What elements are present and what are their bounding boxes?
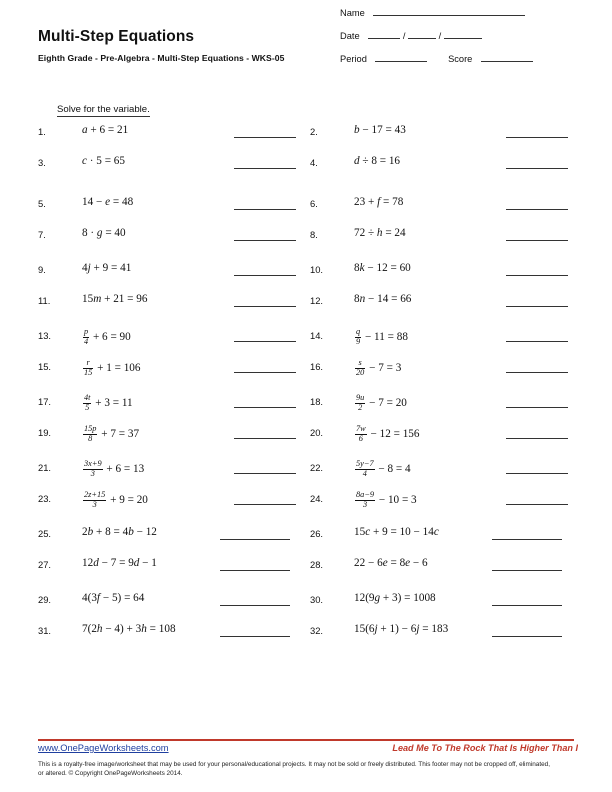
problem-number: 5. <box>38 198 46 209</box>
problem-item <box>38 424 306 453</box>
problem-row <box>38 295 578 321</box>
problem-equation: $\frac{3x+9}{3}$ + 6 = 13 <box>84 459 145 478</box>
problem-number: 13. <box>38 330 52 341</box>
problem-number: 11. <box>38 295 51 306</box>
answer-line[interactable] <box>220 605 290 606</box>
problem-equation: $\frac{9u}{2}$ − 7 = 20 <box>356 393 407 412</box>
problem-item <box>310 594 578 620</box>
problem-number: 8. <box>310 229 318 240</box>
problem-number: 3. <box>38 157 46 168</box>
answer-line[interactable] <box>234 240 296 241</box>
problem-row <box>38 625 578 651</box>
problem-number: 18. <box>310 396 324 407</box>
problem-equation: 14 − e = 48 <box>82 196 134 208</box>
problem-number: 32. <box>310 625 324 636</box>
problem-item <box>38 264 306 290</box>
problem-item <box>38 358 306 387</box>
problem-item <box>38 594 306 620</box>
score-label: Score <box>448 54 473 64</box>
problem-item <box>310 229 578 255</box>
problem-number: 4. <box>310 157 318 168</box>
answer-line[interactable] <box>506 306 568 307</box>
problem-number: 22. <box>310 462 324 473</box>
problem-number: 14. <box>310 330 324 341</box>
answer-line[interactable] <box>234 473 296 474</box>
problem-row <box>38 393 578 422</box>
problem-item <box>310 295 578 321</box>
answer-line[interactable] <box>220 570 290 571</box>
fraction: $\frac{15p}{8}$ <box>84 424 97 443</box>
problem-equation: 12(9g + 3) = 1008 <box>354 592 436 604</box>
answer-line[interactable] <box>234 168 296 169</box>
fraction: $\frac{8a-9}{3}$ <box>356 490 375 509</box>
answer-line[interactable] <box>506 407 568 408</box>
problem-item <box>310 198 578 224</box>
answer-line[interactable] <box>506 473 568 474</box>
problem-equation: $\frac{8a-9}{3}$ − 10 = 3 <box>356 490 417 509</box>
problem-number: 1. <box>38 126 46 137</box>
problem-equation: $\frac{2z+15}{3}$ + 9 = 20 <box>84 490 148 509</box>
problem-number: 28. <box>310 559 324 570</box>
problem-item <box>310 264 578 290</box>
answer-line[interactable] <box>234 209 296 210</box>
problem-number: 12. <box>310 295 324 306</box>
problem-equation: $\frac{q}{9}$ − 11 = 88 <box>356 327 408 346</box>
problem-item <box>310 126 578 152</box>
problem-equation: 7(2h − 4) + 3h = 108 <box>82 623 176 635</box>
problem-item <box>310 528 578 554</box>
footer-divider <box>38 739 574 741</box>
problem-equation: 8k − 12 = 60 <box>354 262 411 274</box>
problem-equation: 22 − 6e = 8e − 6 <box>354 557 428 569</box>
problem-item <box>310 358 578 387</box>
problem-item <box>310 157 578 183</box>
problem-number: 20. <box>310 427 324 438</box>
problem-equation: $\frac{s}{20}$ − 7 = 3 <box>356 358 402 377</box>
problem-row <box>38 528 578 554</box>
fraction: $\frac{7w}{6}$ <box>356 424 366 443</box>
problem-item <box>310 327 578 356</box>
problem-equation: 12d − 7 = 9d − 1 <box>82 557 157 569</box>
problem-item <box>310 424 578 453</box>
problem-item <box>38 528 306 554</box>
problem-equation: 15c + 9 = 10 − 14c <box>354 526 439 538</box>
problem-item <box>38 126 306 152</box>
fraction: $\frac{5y-7}{4}$ <box>356 459 374 478</box>
problem-item <box>38 559 306 585</box>
period-label: Period <box>340 54 367 64</box>
page-subtitle: Eighth Grade - Pre-Algebra - Multi-Step Equations - WKS-05 <box>38 53 285 63</box>
problem-number: 19. <box>38 427 52 438</box>
problem-number: 7. <box>38 229 46 240</box>
problem-item <box>38 198 306 224</box>
footer-fineprint: This is a royalty-free image/worksheet that may be used for your personal/educational projects. It may not be sold or freely distributed. This footer may not be cropped off, eliminated, or altered. © Copyright OnePageWorksheets 2014. <box>38 761 550 778</box>
page-title: Multi-Step Equations <box>38 28 195 45</box>
problem-equation: b − 17 = 43 <box>354 124 406 136</box>
answer-line[interactable] <box>506 168 568 169</box>
fraction: $\frac{r}{15}$ <box>84 358 93 377</box>
problem-equation: $\frac{4t}{5}$ + 3 = 11 <box>84 393 133 412</box>
problem-number: 6. <box>310 198 318 209</box>
date-field-row <box>340 29 570 52</box>
problem-row <box>38 264 578 290</box>
answer-line[interactable] <box>220 636 290 637</box>
problem-item <box>310 559 578 585</box>
problem-equation: 15(6j + 1) − 6j = 183 <box>354 623 449 635</box>
problem-equation: 8n − 14 = 66 <box>354 293 412 305</box>
problem-item <box>38 625 306 651</box>
fraction: $\frac{2z+15}{3}$ <box>84 490 106 509</box>
footer-site-link[interactable]: www.OnePageWorksheets.com <box>38 743 169 753</box>
problem-equation: 23 + f = 78 <box>354 196 404 208</box>
problem-number: 17. <box>38 396 52 407</box>
problem-item <box>38 157 306 183</box>
problem-row <box>38 490 578 519</box>
problem-number: 26. <box>310 528 324 539</box>
answer-line[interactable] <box>234 306 296 307</box>
answer-line[interactable] <box>234 504 296 505</box>
problem-item <box>38 327 306 356</box>
answer-line[interactable] <box>220 539 290 540</box>
answer-line[interactable] <box>234 137 296 138</box>
answer-line[interactable] <box>506 275 568 276</box>
problem-item <box>310 459 578 488</box>
problem-equation: $\frac{15p}{8}$ + 7 = 37 <box>84 424 140 443</box>
problem-equation: d ÷ 8 = 16 <box>354 155 401 167</box>
problem-item <box>38 459 306 488</box>
problem-item <box>38 229 306 255</box>
date-day-line[interactable] <box>408 29 436 39</box>
fraction: $\frac{3x+9}{3}$ <box>84 459 102 478</box>
period-input-line[interactable] <box>375 52 427 62</box>
problem-item <box>38 295 306 321</box>
date-separator-1: / <box>402 31 406 41</box>
problem-row <box>38 327 578 356</box>
problem-equation: 2b + 8 = 4b − 12 <box>82 526 157 538</box>
problem-row <box>38 229 578 255</box>
problem-row <box>38 424 578 453</box>
problem-row <box>38 459 578 488</box>
name-field-row <box>340 6 570 29</box>
problem-number: 30. <box>310 594 324 605</box>
problem-number: 16. <box>310 361 324 372</box>
answer-line[interactable] <box>506 209 568 210</box>
problem-number: 27. <box>38 559 52 570</box>
date-label: Date <box>340 31 360 41</box>
problem-number: 31. <box>38 625 52 636</box>
answer-line[interactable] <box>492 605 562 606</box>
problem-equation: c · 5 = 65 <box>82 155 125 167</box>
fraction: $\frac{9u}{2}$ <box>356 393 365 412</box>
problem-item <box>38 490 306 519</box>
problem-equation: 72 ÷ h = 24 <box>354 227 406 239</box>
fraction: $\frac{p}{4}$ <box>84 327 89 346</box>
answer-line[interactable] <box>506 240 568 241</box>
name-label: Name <box>340 8 365 18</box>
answer-line[interactable] <box>506 341 568 342</box>
instruction-text: Solve for the variable. <box>57 104 150 115</box>
problem-equation: a + 6 = 21 <box>82 124 129 136</box>
fraction: $\frac{q}{9}$ <box>356 327 361 346</box>
problem-number: 29. <box>38 594 52 605</box>
score-input-line[interactable] <box>481 52 533 62</box>
answer-line[interactable] <box>234 407 296 408</box>
period-score-row <box>340 52 570 75</box>
problem-number: 10. <box>310 264 324 275</box>
problem-number: 9. <box>38 264 46 275</box>
problem-number: 24. <box>310 493 324 504</box>
fraction: $\frac{s}{20}$ <box>356 358 365 377</box>
student-info-block <box>340 6 570 75</box>
problem-number: 21. <box>38 462 52 473</box>
answer-line[interactable] <box>492 570 562 571</box>
problem-number: 15. <box>38 361 52 372</box>
answer-line[interactable] <box>234 372 296 373</box>
fraction: $\frac{4t}{5}$ <box>84 393 91 412</box>
problem-equation: 4j + 9 = 41 <box>82 262 132 274</box>
date-month-line[interactable] <box>368 29 400 39</box>
answer-line[interactable] <box>234 341 296 342</box>
footer-tagline: Lead Me To The Rock That Is Higher Than I <box>392 743 578 753</box>
problem-equation: $\frac{p}{4}$ + 6 = 90 <box>84 327 131 346</box>
problem-item <box>310 490 578 519</box>
problem-row <box>38 126 578 152</box>
answer-line[interactable] <box>506 438 568 439</box>
problem-equation: $\frac{5y-7}{4}$ − 8 = 4 <box>356 459 411 478</box>
name-input-line[interactable] <box>373 6 525 16</box>
problem-equation: $\frac{7w}{6}$ − 12 = 156 <box>356 424 420 443</box>
problem-item <box>310 625 578 651</box>
answer-line[interactable] <box>234 438 296 439</box>
answer-line[interactable] <box>506 504 568 505</box>
problem-row <box>38 358 578 387</box>
problem-equation: 8 · g = 40 <box>82 227 126 239</box>
problem-item <box>310 393 578 422</box>
answer-line[interactable] <box>492 636 562 637</box>
problem-equation: 15m + 21 = 96 <box>82 293 148 305</box>
date-separator-2: / <box>438 31 442 41</box>
problem-number: 25. <box>38 528 52 539</box>
problem-row <box>38 198 578 224</box>
problem-row <box>38 594 578 620</box>
answer-line[interactable] <box>234 275 296 276</box>
problem-equation: 4(3f − 5) = 64 <box>82 592 145 604</box>
date-year-line[interactable] <box>444 29 482 39</box>
problem-row <box>38 559 578 585</box>
problem-number: 23. <box>38 493 52 504</box>
problem-grid <box>38 126 578 666</box>
answer-line[interactable] <box>492 539 562 540</box>
problem-item <box>38 393 306 422</box>
answer-line[interactable] <box>506 137 568 138</box>
answer-line[interactable] <box>506 372 568 373</box>
problem-number: 2. <box>310 126 318 137</box>
problem-row <box>38 157 578 183</box>
problem-equation: $\frac{r}{15}$ + 1 = 106 <box>84 358 141 377</box>
